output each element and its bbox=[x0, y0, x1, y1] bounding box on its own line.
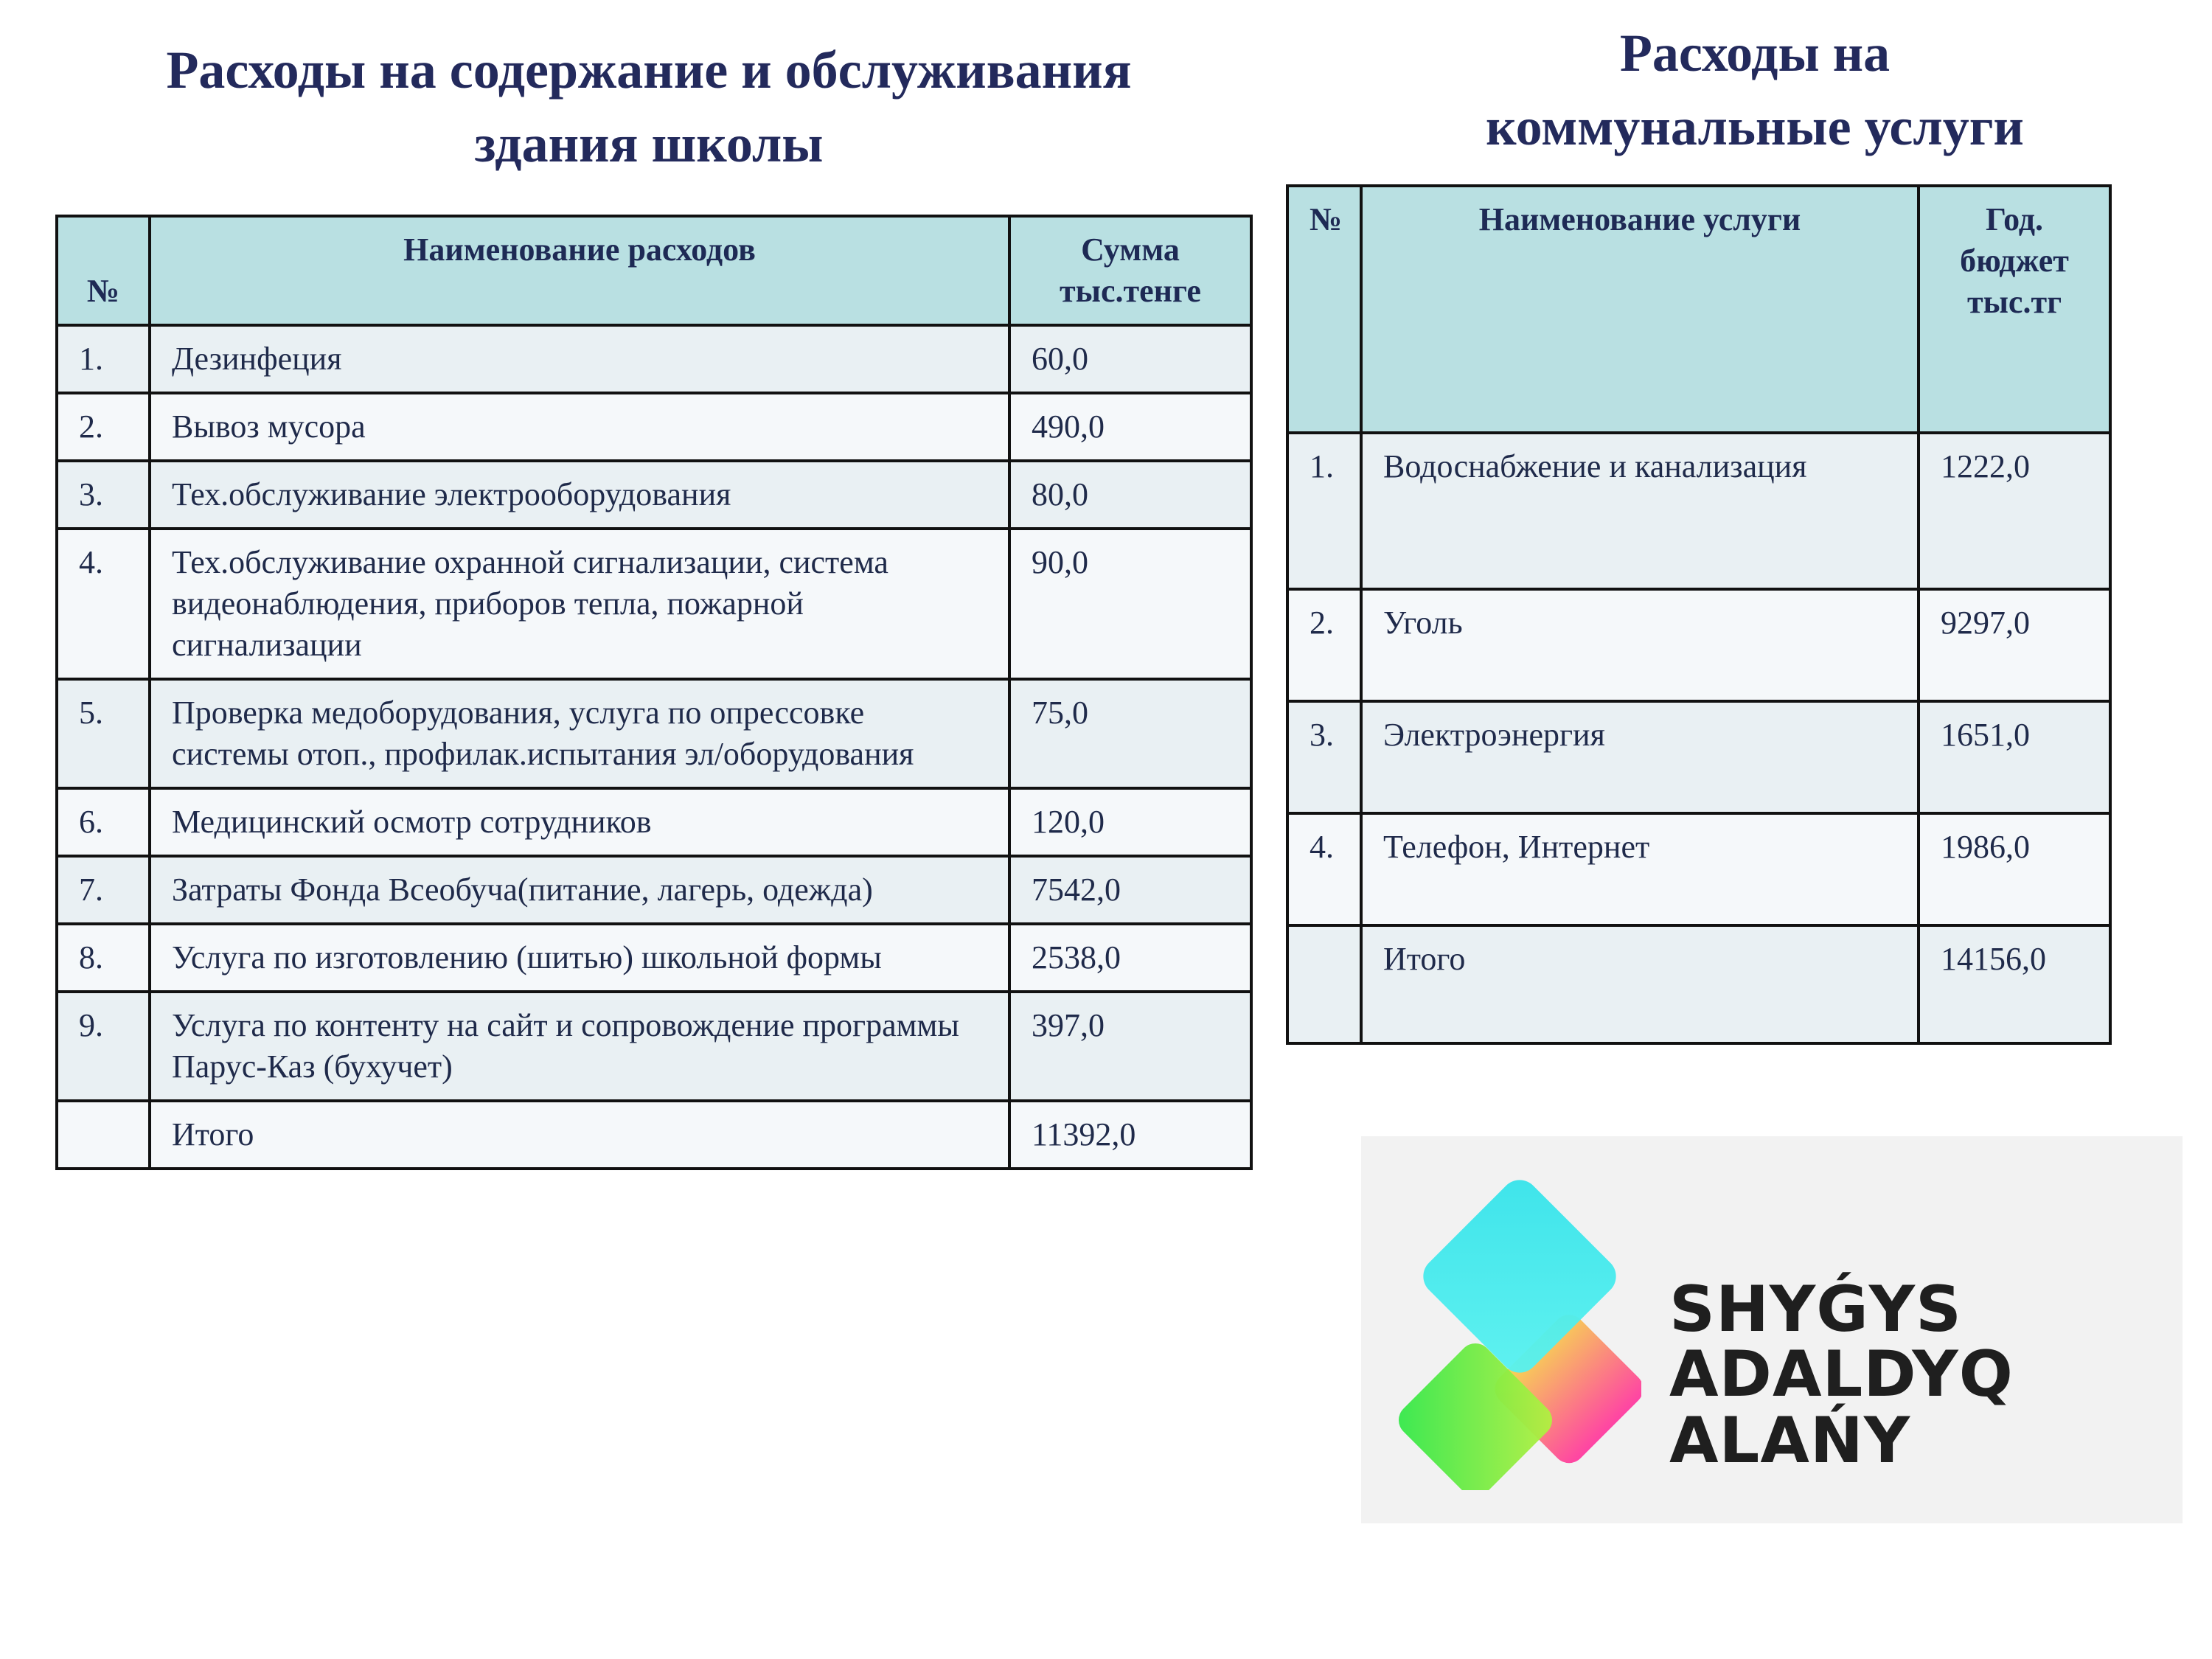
table-total-row bbox=[57, 1101, 1251, 1169]
row-value: 1986,0 bbox=[1919, 813, 2110, 925]
row-value: 2538,0 bbox=[1009, 924, 1251, 992]
right-title bbox=[1283, 16, 2212, 164]
row-name: Услуга по контенту на сайт и сопровождение программы Парус-Каз (бухучет) bbox=[150, 992, 1009, 1101]
row-num: 4. bbox=[57, 529, 150, 679]
row-name: Телефон, Интернет bbox=[1361, 813, 1919, 925]
utilities-table bbox=[1286, 184, 2112, 1045]
header-expense-name: Наименование расходов bbox=[150, 216, 1009, 325]
table-row bbox=[57, 461, 1251, 529]
row-value: 75,0 bbox=[1009, 679, 1251, 788]
table-row bbox=[57, 856, 1251, 924]
right-title-line1: Расходы на bbox=[1619, 24, 1891, 83]
row-value: 60,0 bbox=[1009, 325, 1251, 393]
table-row bbox=[1287, 813, 2110, 925]
row-name: Вывоз мусора bbox=[150, 393, 1009, 461]
header-num: № bbox=[57, 216, 150, 325]
row-num: 6. bbox=[57, 788, 150, 856]
row-value: 1222,0 bbox=[1919, 433, 2110, 589]
table-row bbox=[57, 325, 1251, 393]
header-sum-line2: тыс.тенге bbox=[1060, 273, 1201, 309]
table-row bbox=[1287, 589, 2110, 701]
row-value: 397,0 bbox=[1009, 992, 1251, 1101]
row-num bbox=[57, 1101, 150, 1169]
header-budget bbox=[1919, 186, 2110, 433]
left-title bbox=[59, 33, 1239, 181]
row-value: 490,0 bbox=[1009, 393, 1251, 461]
row-num: 1. bbox=[1287, 433, 1361, 589]
row-name: Итого bbox=[150, 1101, 1009, 1169]
row-name: Проверка медоборудования, услуга по опрессовке системы отоп., профилак.испытания эл/оборудования bbox=[150, 679, 1009, 788]
row-value: 90,0 bbox=[1009, 529, 1251, 679]
row-num: 5. bbox=[57, 679, 150, 788]
logo-text-line2: ADALDYQ ALAŃY bbox=[1669, 1338, 2014, 1478]
table-total-row bbox=[1287, 925, 2110, 1043]
logo-banner bbox=[1361, 1136, 2183, 1523]
header-sum bbox=[1009, 216, 1251, 325]
table-row bbox=[57, 992, 1251, 1101]
left-title-line2: здания школы bbox=[474, 114, 824, 173]
row-num bbox=[1287, 925, 1361, 1043]
table-header-row bbox=[57, 216, 1251, 325]
row-value: 80,0 bbox=[1009, 461, 1251, 529]
maintenance-expenses-table bbox=[55, 215, 1253, 1170]
table-row bbox=[57, 788, 1251, 856]
right-title-line2: коммунальные услуги bbox=[1486, 97, 2024, 156]
table-row bbox=[1287, 433, 2110, 589]
row-name: Электроэнергия bbox=[1361, 701, 1919, 813]
row-name: Итого bbox=[1361, 925, 1919, 1043]
row-num: 7. bbox=[57, 856, 150, 924]
row-name: Уголь bbox=[1361, 589, 1919, 701]
row-value: 120,0 bbox=[1009, 788, 1251, 856]
table-row bbox=[57, 529, 1251, 679]
header-service-name: Наименование услуги bbox=[1361, 186, 1919, 433]
row-num: 3. bbox=[1287, 701, 1361, 813]
header-budget-line1: Год. bbox=[1985, 201, 2044, 237]
header-num: № bbox=[1287, 186, 1361, 433]
row-name: Медицинский осмотр сотрудников bbox=[150, 788, 1009, 856]
row-value: 7542,0 bbox=[1009, 856, 1251, 924]
header-sum-line1: Сумма bbox=[1081, 232, 1180, 268]
header-budget-line2: бюджет bbox=[1960, 243, 2069, 279]
row-value: 11392,0 bbox=[1009, 1101, 1251, 1169]
row-num: 4. bbox=[1287, 813, 1361, 925]
left-title-line1: Расходы на содержание и обслуживания bbox=[166, 41, 1132, 100]
table-row bbox=[57, 924, 1251, 992]
row-num: 2. bbox=[57, 393, 150, 461]
logo-text-line1: SHYǴYS bbox=[1669, 1273, 1962, 1346]
row-num: 1. bbox=[57, 325, 150, 393]
table-row bbox=[57, 393, 1251, 461]
row-value: 1651,0 bbox=[1919, 701, 2110, 813]
row-num: 8. bbox=[57, 924, 150, 992]
row-name: Услуга по изготовлению (шитью) школьной формы bbox=[150, 924, 1009, 992]
row-num: 2. bbox=[1287, 589, 1361, 701]
row-name: Дезинфеция bbox=[150, 325, 1009, 393]
row-name: Водоснабжение и канализация bbox=[1361, 433, 1919, 589]
logo-mark-icon bbox=[1391, 1173, 1641, 1490]
row-name: Тех.обслуживание электрооборудования bbox=[150, 461, 1009, 529]
row-num: 3. bbox=[57, 461, 150, 529]
row-value: 14156,0 bbox=[1919, 925, 2110, 1043]
row-num: 9. bbox=[57, 992, 150, 1101]
row-value: 9297,0 bbox=[1919, 589, 2110, 701]
row-name: Затраты Фонда Всеобуча(питание, лагерь, одежда) bbox=[150, 856, 1009, 924]
table-header-row bbox=[1287, 186, 2110, 433]
table-row bbox=[1287, 701, 2110, 813]
table-row bbox=[57, 679, 1251, 788]
row-name: Тех.обслуживание охранной сигнализации, система видеонаблюдения, приборов тепла, пожарной сигнализации bbox=[150, 529, 1009, 679]
header-budget-line3: тыс.тг bbox=[1966, 284, 2062, 320]
